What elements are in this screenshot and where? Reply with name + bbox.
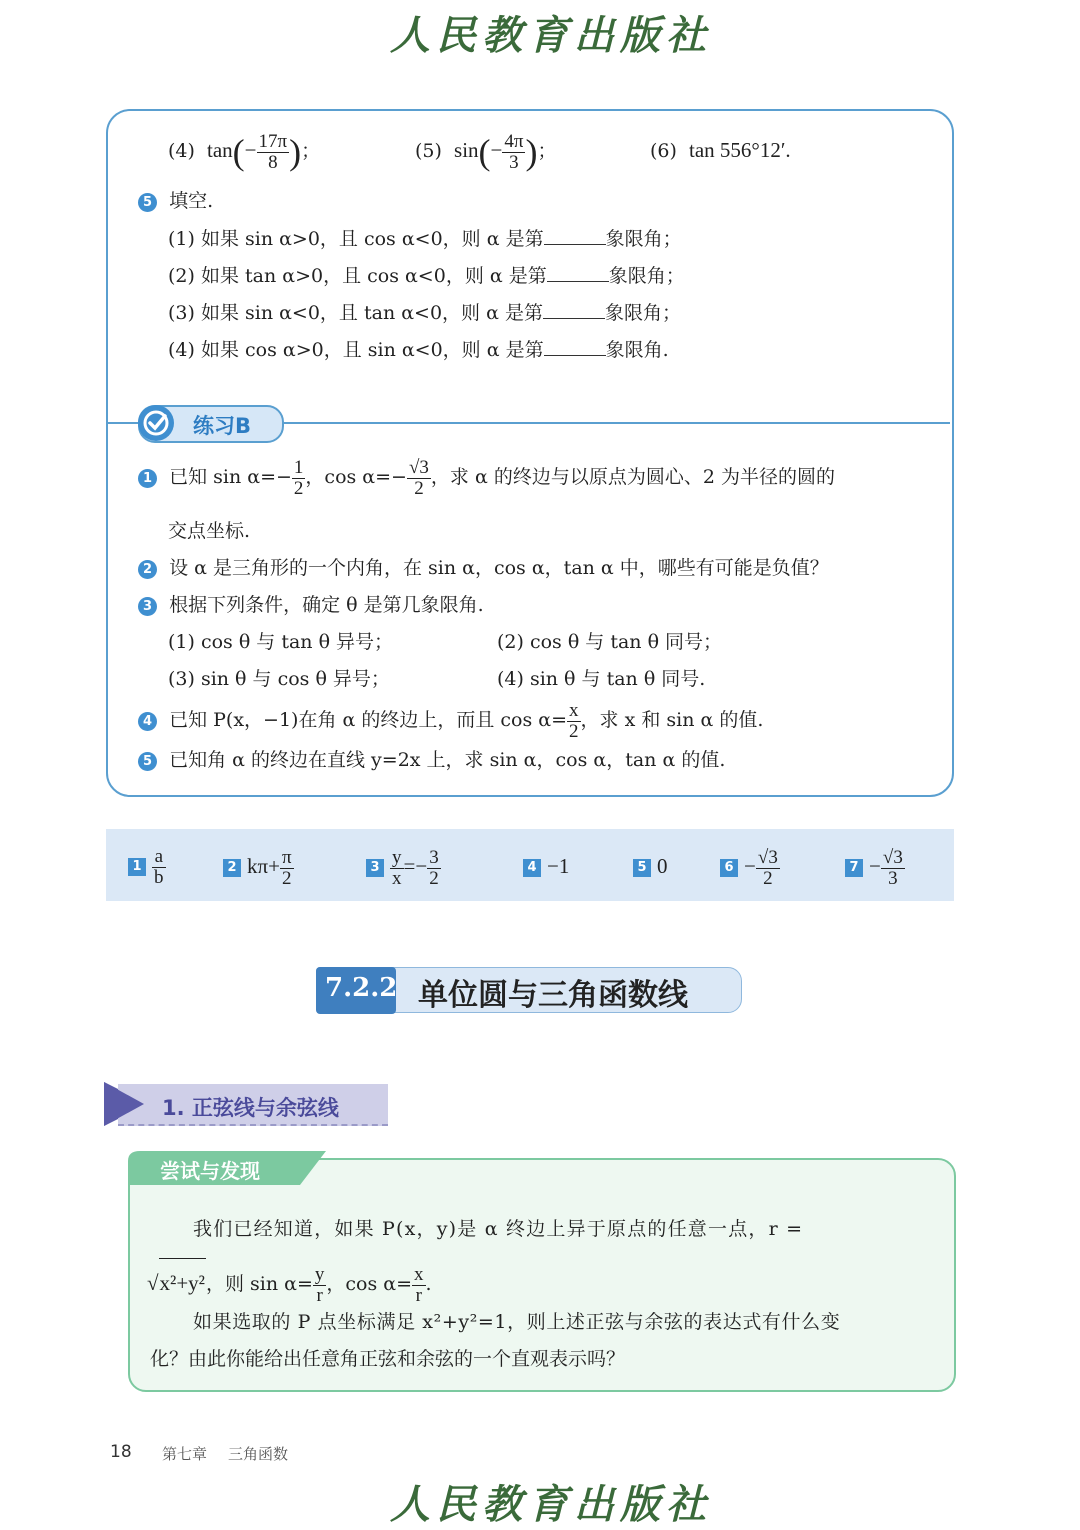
exercise-b-q3-item-1: (1) cos θ 与 tan θ 异号； <box>168 631 394 653</box>
answer-4: 4 −1 <box>523 843 569 889</box>
exercise-a-item-5: (5) sin(− $\frac{4\pi}{3}$ )； <box>415 130 557 173</box>
exercise-a-q5-item-3: (3) 如果 sin α<0，且 tan α<0，则 α 是第 象限角； <box>168 302 681 324</box>
question-number-badge: 5 <box>138 193 157 212</box>
try-discover-p1-formula: √x²+y²，则 sin α= $\frac{y}{r}$ ，cos α= $\frac{x}{r}$ . <box>147 1258 432 1306</box>
exercise-a-q5-item-1: (1) 如果 sin α>0，且 cos α<0，则 α 是第 象限角； <box>168 228 682 250</box>
exercise-b-q1-cont: 交点坐标. <box>168 520 251 542</box>
answer-blank[interactable] <box>544 337 606 356</box>
exercise-b-q5: 5 已知角 α 的终边在直线 y=2x 上，求 sin α，cos α，tan α 的值. <box>138 748 725 772</box>
exercise-b-q3-item-4: (4) sin θ 与 tan θ 同号. <box>497 668 706 690</box>
try-discover-p2: 如果选取的 P 点坐标满足 x²+y²=1，则上述正弦与余弦的表达式有什么变 <box>193 1311 841 1333</box>
try-discover-p1: 我们已经知道，如果 P(x，y)是 α 终边上异于原点的任意一点，r = <box>193 1218 804 1240</box>
exercise-b-title: 练习B <box>193 414 252 438</box>
exercise-a-item-4: (4) tan(− $\frac{17\pi}{8}$ )； <box>168 130 321 173</box>
section-title: 单位圆与三角函数线 <box>418 978 688 1013</box>
answer-7: 7 − $\frac{√3}{3}$ <box>845 843 905 889</box>
exercise-b-q3: 3 根据下列条件，确定 θ 是第几象限角. <box>138 593 484 617</box>
answer-3: 3 $\frac{y}{x}$ =− $\frac{3}{2}$ <box>366 843 441 889</box>
exercise-a-q5-title: 5 填空. <box>138 189 213 213</box>
answer-blank[interactable] <box>547 263 609 282</box>
exercise-b-q3-item-3: (3) sin θ 与 cos θ 异号； <box>168 668 390 690</box>
footer-chapter-title: 三角函数 <box>228 1445 289 1463</box>
question-number-badge: 1 <box>138 469 157 488</box>
question-number-badge: 2 <box>138 560 157 579</box>
exercise-b-q4: 4 已知 P(x，−1)在角 α 的终边上，而且 cos α= $\frac{x}{2}$ ，求 x 和 sin α 的值. <box>138 696 763 744</box>
question-number-badge: 3 <box>138 597 157 616</box>
question-number-badge: 4 <box>138 712 157 731</box>
try-discover-p2-cont: 化？由此你能给出任意角正弦和余弦的一个直观表示吗？ <box>150 1348 626 1370</box>
footer-chapter: 第七章 <box>162 1445 208 1463</box>
subsection-arrow-icon-front <box>104 1082 150 1132</box>
publisher-logo-bottom: 人民教育出版社 <box>390 1481 712 1528</box>
exercise-b-q1: 1 已知 sin α=− $\frac{1}{2}$ ，cos α=− $\frac{√3}{2}$ ，求 α 的终边与以原点为圆心、2 为半径的圆的 <box>138 452 835 502</box>
exercise-a-item-6: (6) tan 556°12′. <box>650 138 791 162</box>
answer-2: 2 kπ+ $\frac{\pi}{2}$ <box>223 843 294 889</box>
answer-1: 1 $\frac{a}{b}$ <box>128 843 166 889</box>
exercise-b-q2: 2 设 α 是三角形的一个内角，在 sin α，cos α，tan α 中，哪些有可能是负值？ <box>138 556 829 580</box>
answer-blank[interactable] <box>544 226 606 245</box>
exercise-b-q3-item-2: (2) cos θ 与 tan θ 同号； <box>497 631 723 653</box>
answer-6: 6 − $\frac{√3}{2}$ <box>720 843 780 889</box>
check-icon <box>138 405 174 441</box>
answer-5: 5 0 <box>633 843 668 889</box>
exercise-a-q5-item-4: (4) 如果 cos α>0，且 sin α<0，则 α 是第 象限角. <box>168 339 669 361</box>
exercise-a-q5-item-2: (2) 如果 tan α>0，且 cos α<0，则 α 是第 象限角； <box>168 265 685 287</box>
try-discover-title: 尝试与发现 <box>160 1159 260 1183</box>
answer-blank[interactable] <box>543 300 605 319</box>
page-number: 18 <box>110 1442 132 1462</box>
subsection-title: 1. 正弦线与余弦线 <box>162 1096 339 1120</box>
section-number: 7.2.2 <box>325 973 398 1003</box>
publisher-logo-top: 人民教育出版社 <box>390 12 712 59</box>
question-number-badge: 5 <box>138 752 157 771</box>
